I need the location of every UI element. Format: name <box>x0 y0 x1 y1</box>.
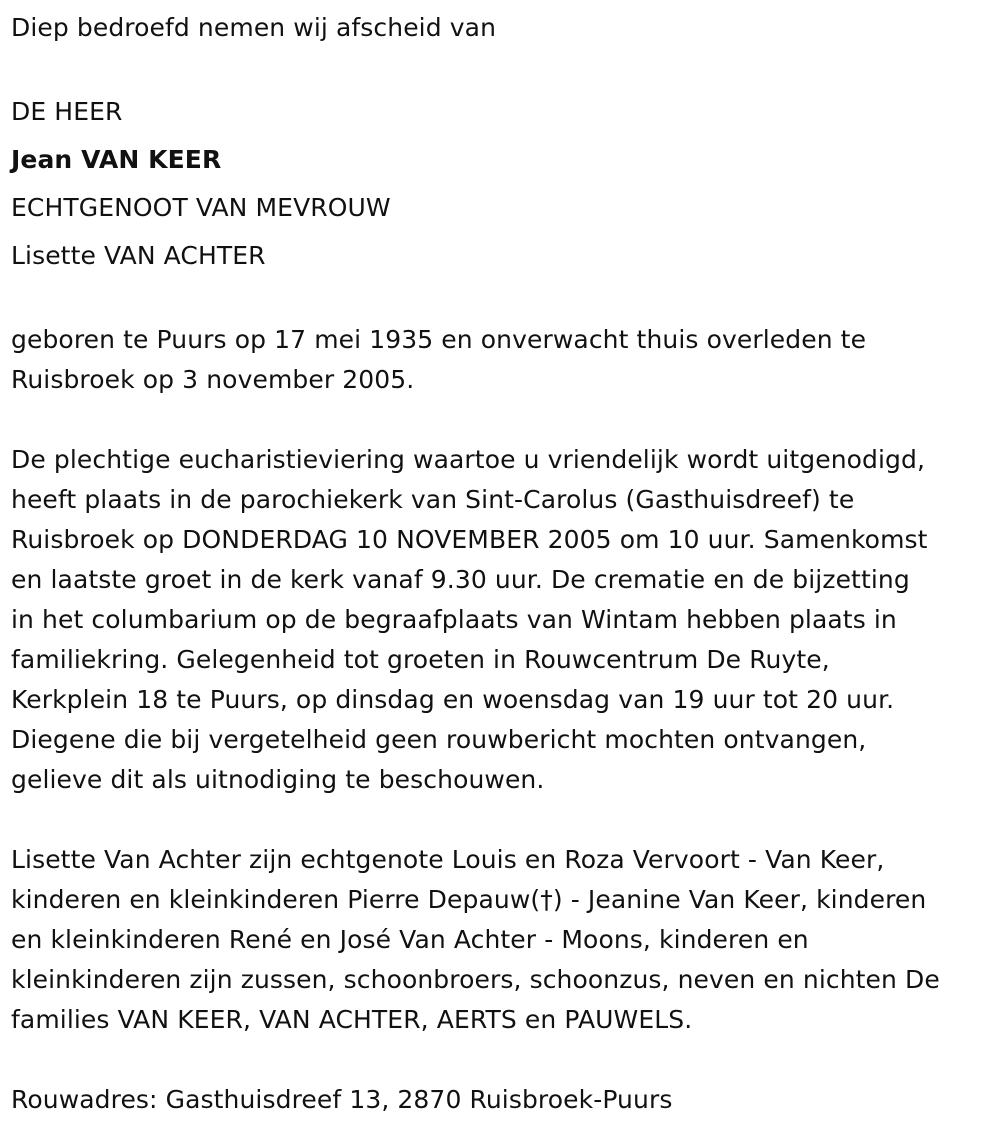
spouse-label: ECHTGENOOT VAN MEVROUW <box>11 193 391 222</box>
paragraph-line: De plechtige eucharistieviering waartoe u vriendelijk wordt uitgenodigd, <box>11 445 926 474</box>
paragraph-line: Ruisbroek op DONDERDAG 10 NOVEMBER 2005 om 10 uur. Samenkomst <box>11 525 928 554</box>
paragraph-line: gelieve dit als uitnodiging te beschouwen. <box>11 765 545 794</box>
paragraph-line: families VAN KEER, VAN ACHTER, AERTS en PAUWELS. <box>11 1005 693 1034</box>
birth-death-paragraph <box>11 320 991 400</box>
address-paragraph <box>11 1080 991 1120</box>
ceremony-paragraph <box>11 440 991 800</box>
paragraph-line: in het columbarium op de begraafplaats van Wintam hebben plaats in <box>11 605 897 634</box>
paragraph-line: en kleinkinderen René en José Van Achter - Moons, kinderen en <box>11 925 809 954</box>
paragraph-line: Kerkplein 18 te Puurs, op dinsdag en woensdag van 19 uur tot 20 uur. <box>11 685 895 714</box>
paragraph-line: heeft plaats in de parochiekerk van Sint-Carolus (Gasthuisdreef) te <box>11 485 855 514</box>
paragraph-line: Ruisbroek op 3 november 2005. <box>11 365 415 394</box>
paragraph-line: kinderen en kleinkinderen Pierre Depauw(†) - Jeanine Van Keer, kinderen <box>11 885 927 914</box>
paragraph-line: kleinkinderen zijn zussen, schoonbroers, schoonzus, neven en nichten De <box>11 965 940 994</box>
family-paragraph <box>11 840 991 1040</box>
paragraph-line: geboren te Puurs op 17 mei 1935 en onverwacht thuis overleden te <box>11 325 867 354</box>
mourning-address: Rouwadres: Gasthuisdreef 13, 2870 Ruisbroek-Puurs <box>11 1085 673 1114</box>
title-line: DE HEER <box>11 97 123 126</box>
spouse-name: Lisette VAN ACHTER <box>11 241 266 270</box>
paragraph-line: familiekring. Gelegenheid tot groeten in Rouwcentrum De Ruyte, <box>11 645 830 674</box>
deceased-name: Jean VAN KEER <box>11 145 222 174</box>
deceased-header <box>11 88 991 280</box>
paragraph-line: en laatste groet in de kerk vanaf 9.30 uur. De crematie en de bijzetting <box>11 565 910 594</box>
paragraph-line: Diegene die bij vergetelheid geen rouwbericht mochten ontvangen, <box>11 725 867 754</box>
paragraph-line: Lisette Van Achter zijn echtgenote Louis en Roza Vervoort - Van Keer, <box>11 845 885 874</box>
intro-line: Diep bedroefd nemen wij afscheid van <box>11 13 497 42</box>
obituary-document <box>11 8 991 1120</box>
